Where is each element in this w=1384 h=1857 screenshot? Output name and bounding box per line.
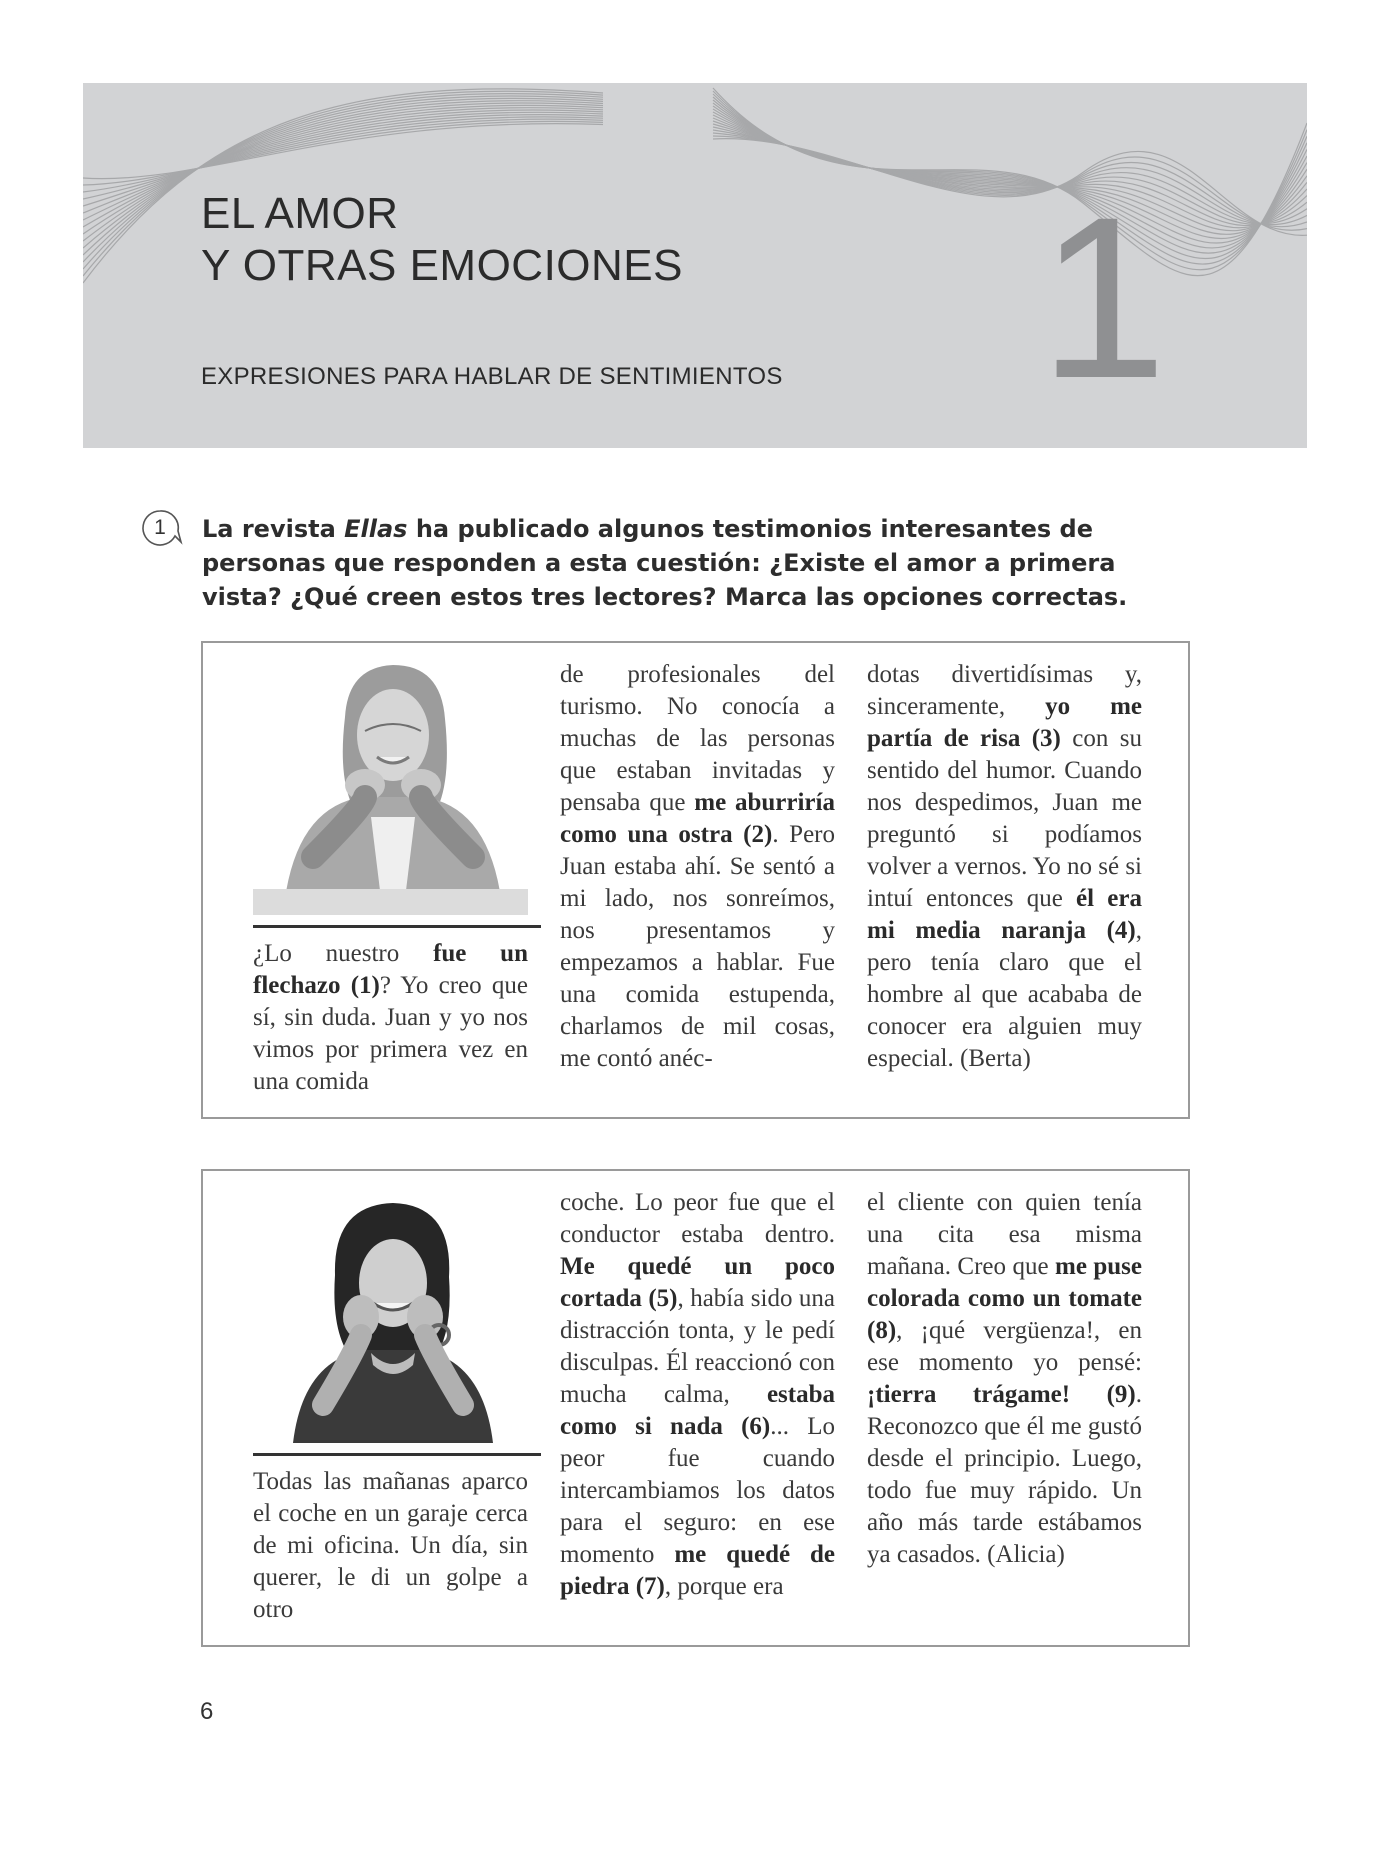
highlighted-expression: Me quedé un poco cortada (5) (560, 1253, 835, 1312)
title-line-1: EL AMOR (201, 189, 399, 238)
highlighted-expression: me puse colorada como un tomate (8) (867, 1253, 1142, 1344)
testimonial-box-berta (201, 641, 1190, 1119)
highlighted-expression: me aburriría como una ostra (2) (560, 789, 835, 848)
testimonial-box-alicia (201, 1169, 1190, 1647)
unit-number: 1 (1039, 169, 1167, 426)
exercise-number: 1 (154, 516, 166, 539)
photo-woman-berta (253, 657, 528, 915)
photo-divider (253, 1453, 541, 1456)
instruction-text-start: La revista (202, 515, 345, 543)
woman-portrait-image (253, 1185, 528, 1443)
instruction-text-end: ha publicado algunos testimonios interesantes de personas que responden a esta cuestión: ¿Existe el amor a primera vista? ¿Qué creen estos tres lectores? Marca las opciones correctas. (202, 515, 1128, 611)
magazine-name: Ellas (344, 515, 408, 543)
photo-divider (253, 925, 541, 928)
page-title (201, 188, 683, 292)
title-line-2: Y OTRAS EMOCIONES (201, 241, 683, 290)
testimonial1-column-3: dotas divertidísimas y, sinceramente, yo me partía de risa (3) con su sentido del humor. Cuando nos despedimos, Juan me preguntó si podíamos volver a vernos. Yo no sé si intuí entonces que él era mi media naranja (4), pero tenía claro que el hombre al que acababa de conocer era alguien muy especial. (Berta) (867, 661, 1143, 1072)
testimonial1-column-1: ¿Lo nuestro fue un flechazo (1)? Yo creo que sí, sin duda. Juan y yo nos vimos por primera vez en una comida (253, 940, 528, 1095)
highlighted-expression: estaba como si nada (6) (560, 1381, 835, 1440)
testimonial2-column-2: coche. Lo peor fue que el conductor estaba dentro. Me quedé un poco cortada (5), había sido una distracción tonta, y le pedí disculpas. Él reaccionó con mucha calma, estaba como si nada (6)... Lo peor fue cuando intercambiamos los datos para el seguro: en ese momento me quedé de piedra (7), porque era (560, 1189, 836, 1600)
exercise-instruction (202, 512, 1162, 614)
exercise-number-badge (143, 511, 177, 545)
highlighted-expression: él era mi media naranja (4) (867, 885, 1142, 944)
testimonial2-column-3: el cliente con quien tenía una cita esa misma mañana. Creo que me puse colorada como un tomate (8), ¡qué vergüenza!, en ese momento yo pensé: ¡tierra trágame! (9). Reconozco que él me gustó desde el principio. Luego, todo fue muy rápido. Un año más tarde estábamos ya casados. (Alicia) (867, 1189, 1142, 1568)
page-subtitle: EXPRESIONES PARA HABLAR DE SENTIMIENTOS (201, 363, 783, 390)
highlighted-expression: yo me partía de risa (3) (867, 693, 1143, 752)
highlighted-expression: me quedé de piedra (7) (560, 1541, 836, 1600)
photo-woman-alicia (253, 1185, 528, 1443)
testimonial2-column-1: Todas las mañanas aparco el coche en un garaje cerca de mi oficina. Un día, sin querer, le di un golpe a otro (253, 1468, 528, 1623)
woman-portrait-image (253, 657, 528, 915)
highlighted-expression: ¡tierra trágame! (9) (867, 1381, 1136, 1408)
highlighted-expression: fue un flechazo (1) (253, 940, 528, 999)
testimonial1-column-2: de profesionales del turismo. No conocía a muchas de las personas que estaban invitadas y pensaba que me aburriría como una ostra (2). Pero Juan estaba ahí. Se sentó a mi lado, nos sonreímos, nos presentamos y empezamos a hablar. Fue una comida estupenda, charlamos de mil cosas, me contó anéc- (560, 661, 836, 1072)
unit-banner (83, 83, 1307, 448)
page-number: 6 (200, 1698, 214, 1725)
